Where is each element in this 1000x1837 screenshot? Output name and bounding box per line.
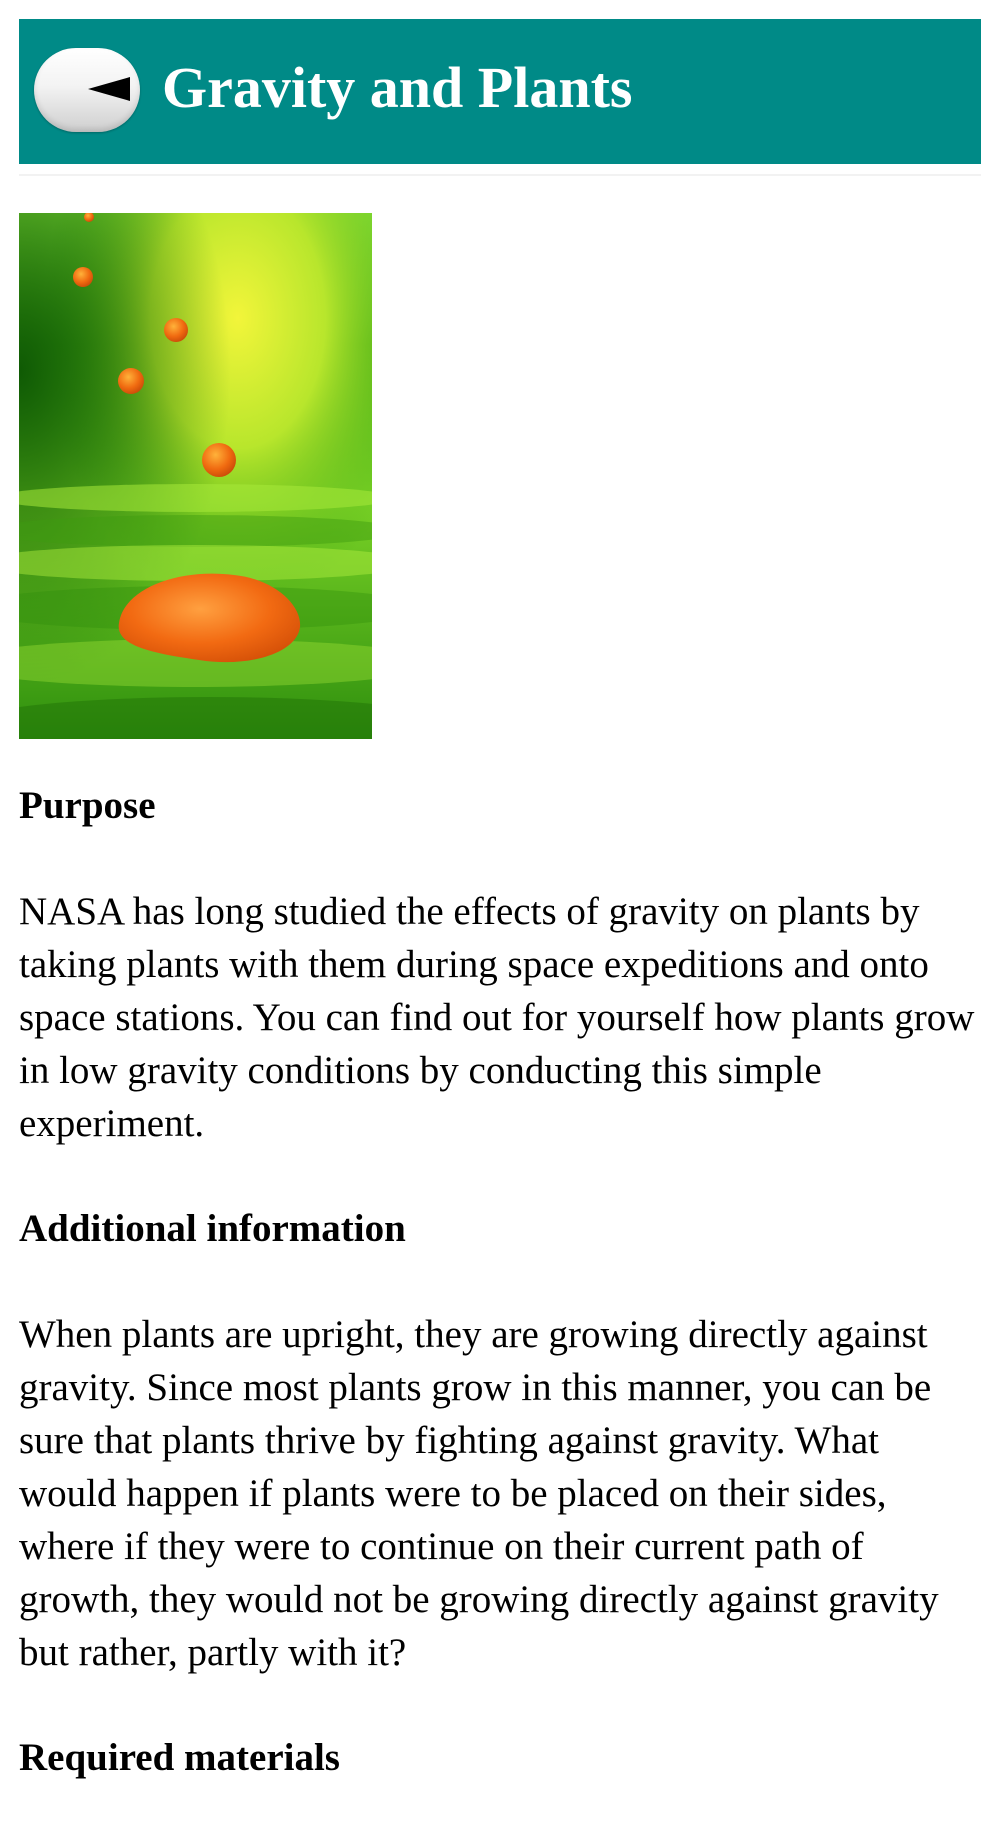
section-heading-additional-information: Additional information: [19, 1207, 406, 1250]
section-heading-purpose: Purpose: [19, 784, 156, 827]
article-content: [19, 779, 981, 1837]
section-heading-required-materials: Required materials: [19, 1736, 340, 1779]
section-text-purpose: NASA has long studied the effects of gravity on plants by taking plants with them during space expeditions and onto space stations. You can find out for yourself how plants grow in low gravity conditions by conducting this simple experiment.: [19, 890, 975, 1145]
back-arrow-icon: [88, 77, 130, 101]
header-bar: [19, 19, 981, 164]
hero-image: [19, 213, 372, 739]
header-divider: [19, 174, 981, 176]
section-text-additional-information: When plants are upright, they are growing directly against gravity. Since most plants grow in this manner, you can be sure that plants thrive by fighting against gravity. What would happen if plants were to be placed on their sides, where if they were to continue on their current path of growth, they would not be growing directly against gravity but rather, partly with it?: [19, 1313, 939, 1674]
page-title: Gravity and Plants: [162, 55, 633, 120]
back-button[interactable]: [34, 48, 140, 132]
